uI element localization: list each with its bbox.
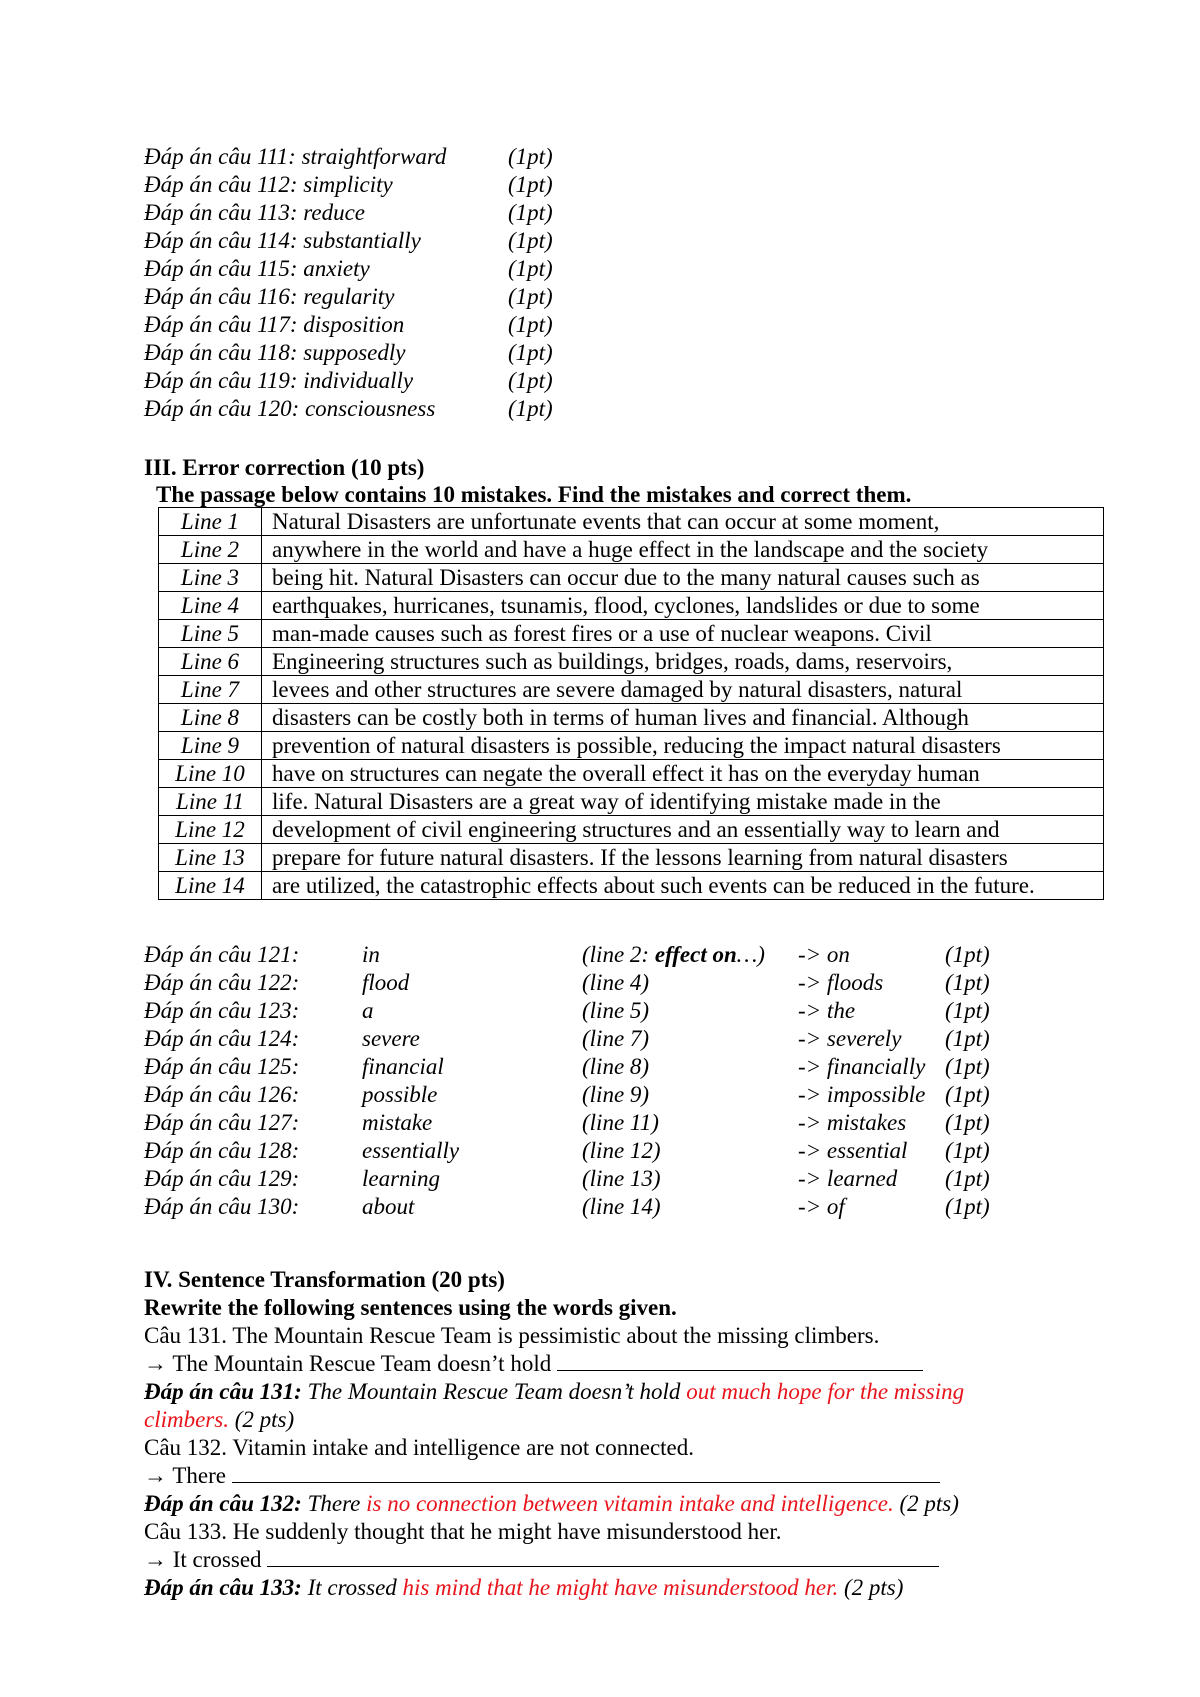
correction-location-text: (line 4) [582,970,650,995]
passage-line-text: being hit. Natural Disasters can occur due to the many natural causes such as [262,564,1104,592]
correction-points: (1pt) [945,942,990,967]
correction-wrong-word: about [362,1194,415,1219]
answer-131 [144,1378,964,1406]
correction-location [582,1025,649,1053]
correction-location [582,969,649,997]
correction-points: (1pt) [945,1110,990,1135]
answer-key-label: Đáp án câu 111: straightforward [144,144,447,169]
answer-key-label: Đáp án câu 113: reduce [144,200,365,225]
passage-line-number: Line 14 [159,872,262,900]
passage-line-text: man-made causes such as forest fires or a use of nuclear weapons. Civil [262,620,1104,648]
section-3-title: III. Error correction (10 pts) [144,455,425,480]
answer-132-start: There [301,1491,367,1516]
answer-key-label: Đáp án câu 117: disposition [144,312,405,337]
correction-points: (1pt) [945,1138,990,1163]
answer-131-points: (2 pts) [228,1407,295,1432]
passage-row [159,648,1104,676]
correction-wrong-word: mistake [362,1110,433,1135]
passage-line-number: Line 2 [159,536,262,564]
passage-row [159,676,1104,704]
passage-line-number: Line 10 [159,760,262,788]
correction-fix: -> financially [798,1054,926,1079]
correction-wrong-word: a [362,998,374,1023]
passage-row [159,536,1104,564]
passage-line-text: prevention of natural disasters is possible, reducing the impact natural disasters [262,732,1104,760]
correction-points: (1pt) [945,1194,990,1219]
passage-line-text: disasters can be costly both in terms of human lives and financial. Although [262,704,1104,732]
correction-points: (1pt) [945,970,990,995]
passage-row [159,816,1104,844]
answer-key-label: Đáp án câu 120: consciousness [144,396,436,421]
passage-row [159,508,1104,536]
passage-line-number: Line 5 [159,620,262,648]
passage-line-text: are utilized, the catastrophic effects about such events can be reduced in the future. [262,872,1104,900]
passage-row [159,592,1104,620]
correction-location [582,1193,661,1221]
correction-label: Đáp án câu 130: [144,1194,300,1219]
prompt-131 [144,1350,923,1378]
answer-133-points: (2 pts) [838,1575,904,1600]
answer-133-start: It crossed [301,1575,403,1600]
passage-line-text: levees and other structures are severe damaged by natural disasters, natural [262,676,1104,704]
correction-wrong-word: in [362,942,380,967]
answer-key-points: (1pt) [508,144,553,169]
correction-location [582,1165,661,1193]
passage-line-text: life. Natural Disasters are a great way of identifying mistake made in the [262,788,1104,816]
answer-133 [144,1574,903,1602]
answer-132-label: Đáp án câu 132: [144,1491,302,1516]
error-passage-table [158,507,1104,900]
correction-fix: -> impossible [798,1082,926,1107]
correction-location [582,1137,661,1165]
correction-location-text: (line 2: [582,942,655,967]
answer-key-label: Đáp án câu 112: simplicity [144,172,393,197]
answer-blank-132 [232,1462,940,1483]
correction-points: (1pt) [945,1082,990,1107]
correction-fix: -> the [798,998,856,1023]
correction-label: Đáp án câu 124: [144,1026,300,1051]
prompt-132 [144,1462,940,1490]
correction-fix: -> essential [798,1138,908,1163]
correction-location-end: …) [736,942,765,967]
passage-line-number: Line 1 [159,508,262,536]
correction-location-text: (line 12) [582,1138,661,1163]
passage-line-number: Line 11 [159,788,262,816]
answer-131-red-2: climbers. [144,1407,229,1432]
correction-label: Đáp án câu 125: [144,1054,300,1079]
passage-row [159,564,1104,592]
answer-key-points: (1pt) [508,368,553,393]
passage-line-number: Line 3 [159,564,262,592]
passage-line-number: Line 12 [159,816,262,844]
passage-row [159,872,1104,900]
answer-key-points: (1pt) [508,256,553,281]
correction-location [582,1081,649,1109]
correction-fix: -> learned [798,1166,898,1191]
correction-points: (1pt) [945,998,990,1023]
correction-points: (1pt) [945,1054,990,1079]
correction-fix: -> floods [798,970,884,995]
correction-fix: -> mistakes [798,1110,907,1135]
correction-location-text: (line 7) [582,1026,650,1051]
correction-wrong-word: severe [362,1026,420,1051]
correction-location [582,997,649,1025]
passage-line-text: anywhere in the world and have a huge effect in the landscape and the society [262,536,1104,564]
answer-blank-133 [267,1546,939,1567]
passage-line-number: Line 8 [159,704,262,732]
correction-label: Đáp án câu 129: [144,1166,300,1191]
correction-wrong-word: learning [362,1166,440,1191]
correction-wrong-word: flood [362,970,410,995]
answer-131-label: Đáp án câu 131: [144,1379,302,1404]
answer-key-points: (1pt) [508,228,553,253]
correction-location [582,1053,649,1081]
passage-line-text: Engineering structures such as buildings, bridges, roads, dams, reservoirs, [262,648,1104,676]
correction-location-text: (line 9) [582,1082,650,1107]
passage-line-number: Line 4 [159,592,262,620]
answer-key-label: Đáp án câu 115: anxiety [144,256,370,281]
answer-132-points: (2 pts) [893,1491,959,1516]
question-133: Câu 133. He suddenly thought that he might have misunderstood her. [144,1519,782,1544]
answer-blank-131 [557,1350,923,1371]
passage-line-number: Line 7 [159,676,262,704]
question-131: Câu 131. The Mountain Rescue Team is pessimistic about the missing climbers. [144,1323,880,1348]
correction-location-text: (line 14) [582,1194,661,1219]
correction-wrong-word: possible [362,1082,438,1107]
passage-line-number: Line 9 [159,732,262,760]
passage-line-text: Natural Disasters are unfortunate events that can occur at some moment, [262,508,1104,536]
section-4-title: IV. Sentence Transformation (20 pts) [144,1267,505,1292]
answer-131-red-1: out much hope for the missing [686,1379,965,1404]
correction-fix: -> severely [798,1026,902,1051]
prompt-133-text: → It crossed [144,1547,268,1572]
answer-132-red: is no connection between vitamin intake and intelligence. [366,1491,894,1516]
answer-key-points: (1pt) [508,200,553,225]
passage-row [159,760,1104,788]
correction-fix: -> on [798,942,850,967]
answer-key-points: (1pt) [508,172,553,197]
passage-line-text: earthquakes, hurricanes, tsunamis, flood, cyclones, landslides or due to some [262,592,1104,620]
correction-location-highlight: effect on [654,942,737,967]
correction-label: Đáp án câu 123: [144,998,300,1023]
correction-location-text: (line 13) [582,1166,661,1191]
correction-points: (1pt) [945,1166,990,1191]
answer-key-points: (1pt) [508,396,553,421]
prompt-132-text: → There [144,1463,232,1488]
correction-label: Đáp án câu 126: [144,1082,300,1107]
correction-label: Đáp án câu 128: [144,1138,300,1163]
correction-points: (1pt) [945,1026,990,1051]
correction-wrong-word: financial [362,1054,444,1079]
correction-label: Đáp án câu 122: [144,970,300,995]
answer-key-points: (1pt) [508,284,553,309]
correction-location-text: (line 11) [582,1110,659,1135]
passage-row [159,620,1104,648]
answer-133-red: his mind that he might have misunderstood her. [402,1575,839,1600]
section-4-instruction: Rewrite the following sentences using the words given. [144,1295,677,1320]
answer-131-cont [144,1406,294,1434]
correction-location [582,1109,659,1137]
correction-location [582,941,765,969]
answer-key-label: Đáp án câu 116: regularity [144,284,395,309]
answer-key-label: Đáp án câu 114: substantially [144,228,421,253]
passage-line-text: development of civil engineering structures and an essentially way to learn and [262,816,1104,844]
section-3-instruction: The passage below contains 10 mistakes. Find the mistakes and correct them. [156,482,912,507]
passage-row [159,844,1104,872]
correction-location-text: (line 5) [582,998,650,1023]
answer-133-label: Đáp án câu 133: [144,1575,302,1600]
correction-fix: -> of [798,1194,845,1219]
answer-key-label: Đáp án câu 119: individually [144,368,414,393]
answer-132 [144,1490,959,1518]
passage-line-text: have on structures can negate the overall effect it has on the everyday human [262,760,1104,788]
prompt-131-text: → The Mountain Rescue Team doesn’t hold [144,1351,557,1376]
passage-row [159,704,1104,732]
answer-key-label: Đáp án câu 118: supposedly [144,340,406,365]
passage-line-number: Line 6 [159,648,262,676]
correction-wrong-word: essentially [362,1138,460,1163]
passage-row [159,732,1104,760]
question-132: Câu 132. Vitamin intake and intelligence are not connected. [144,1435,695,1460]
answer-key-points: (1pt) [508,312,553,337]
passage-row [159,788,1104,816]
answer-131-start: The Mountain Rescue Team doesn’t hold [301,1379,687,1404]
correction-location-text: (line 8) [582,1054,650,1079]
correction-label: Đáp án câu 121: [144,942,300,967]
passage-line-text: prepare for future natural disasters. If the lessons learning from natural disasters [262,844,1104,872]
passage-line-number: Line 13 [159,844,262,872]
prompt-133 [144,1546,939,1574]
answer-key-points: (1pt) [508,340,553,365]
correction-label: Đáp án câu 127: [144,1110,300,1135]
